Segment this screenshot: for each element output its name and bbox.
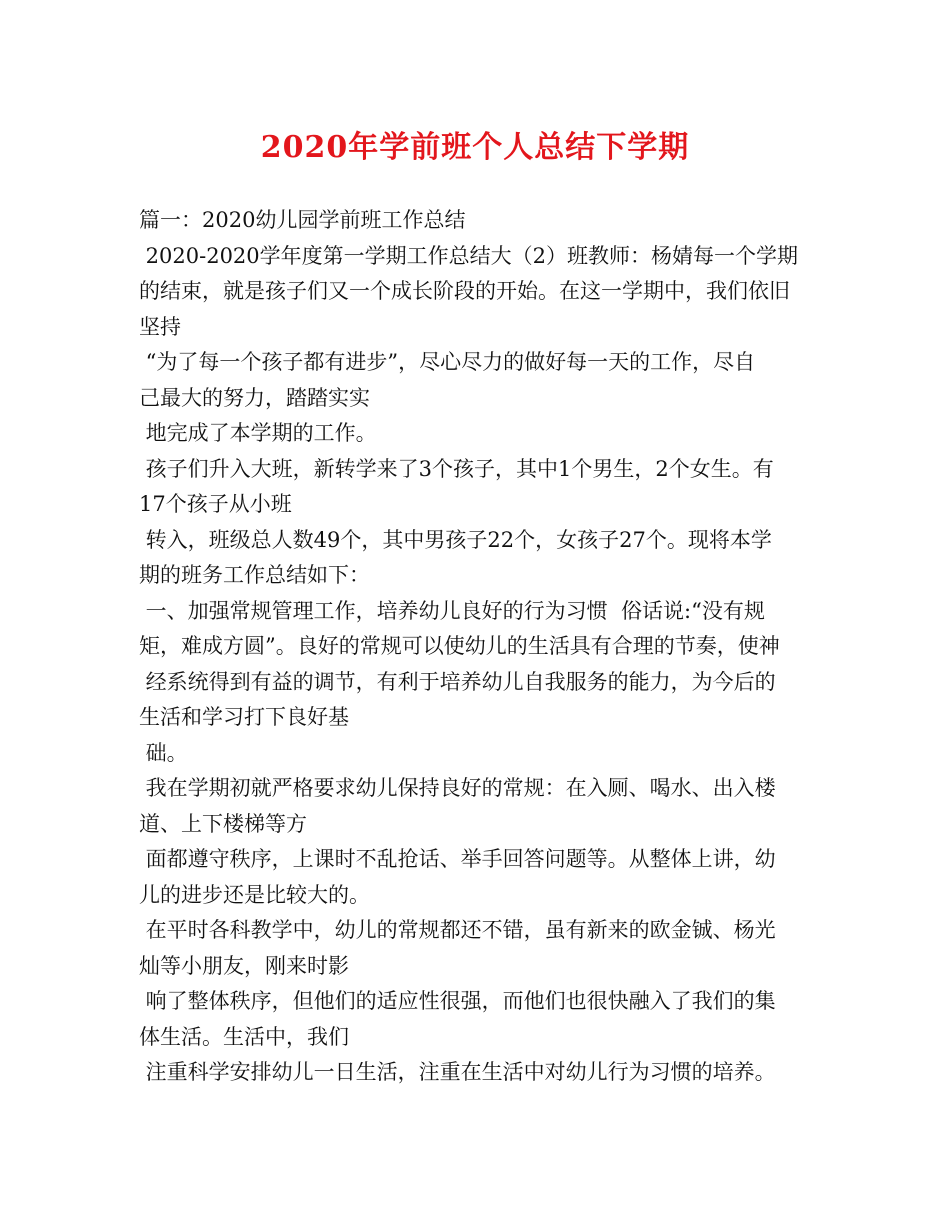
- body-line: 期的班务工作总结如下：: [139, 563, 370, 587]
- body-line: 础。: [139, 740, 188, 765]
- body-line: 儿的进步还是比较大的。: [139, 882, 370, 907]
- body-line: 注重科学安排幼儿一日生活，注重在生活中对幼儿行为习惯的培养。: [139, 1060, 776, 1084]
- body-line: 灿等小朋友，刚来时影: [139, 953, 349, 978]
- body-line: 道、上下楼梯等方: [139, 811, 307, 836]
- body-line: 己最大的努力，踏踏实实: [139, 385, 370, 410]
- body-line: 篇一：2020幼儿园学前班工作总结: [139, 208, 466, 232]
- body-line: “为了每一个孩子都有进步”，尽心尽力的做好每一天的工作，尽自: [139, 350, 756, 374]
- body-line: 经系统得到有益的调节，有利于培养幼儿自我服务的能力，为今后的: [139, 669, 776, 694]
- body-line: 矩，难成方圆”。良好的常规可以使幼儿的生活具有合理的节奏，使神: [139, 634, 780, 658]
- body-line: 在平时各科教学中，幼儿的常规都还不错，虽有新来的欧金铖、杨光: [139, 918, 776, 942]
- document-title: 2020年学前班个人总结下学期: [260, 130, 690, 165]
- body-line: 孩子们升入大班，新转学来了3个孩子，其中1个男生，2个女生。有: [139, 456, 774, 481]
- document-body: [139, 203, 821, 1091]
- body-line: 地完成了本学期的工作。: [139, 421, 377, 445]
- body-line: 坚持: [139, 314, 181, 339]
- body-line: 17个孩子从小班: [139, 492, 292, 516]
- body-line: 2020-2020学年度第一学期工作总结大（2）班教师：杨婧每一个学期: [139, 243, 799, 268]
- body-line: 响了整体秩序，但他们的适应性很强，而他们也很快融入了我们的集: [139, 989, 776, 1013]
- body-line: 我在学期初就严格要求幼儿保持良好的常规：在入厕、喝水、出入楼: [139, 776, 776, 800]
- body-line: 体生活。生活中，我们: [139, 1024, 349, 1049]
- body-line: 面都遵守秩序，上课时不乱抢话、举手回答问题等。从整体上讲，幼: [139, 847, 776, 871]
- body-line: 的结束，就是孩子们又一个成长阶段的开始。在这一学期中，我们依旧: [139, 279, 790, 303]
- body-line: 生活和学习打下良好基: [139, 705, 349, 729]
- body-line: 转入，班级总人数49个，其中男孩子22个，女孩子27个。现将本学: [139, 527, 772, 552]
- body-line: 一、加强常规管理工作，培养幼儿良好的行为习惯 俗话说:“没有规: [139, 598, 765, 623]
